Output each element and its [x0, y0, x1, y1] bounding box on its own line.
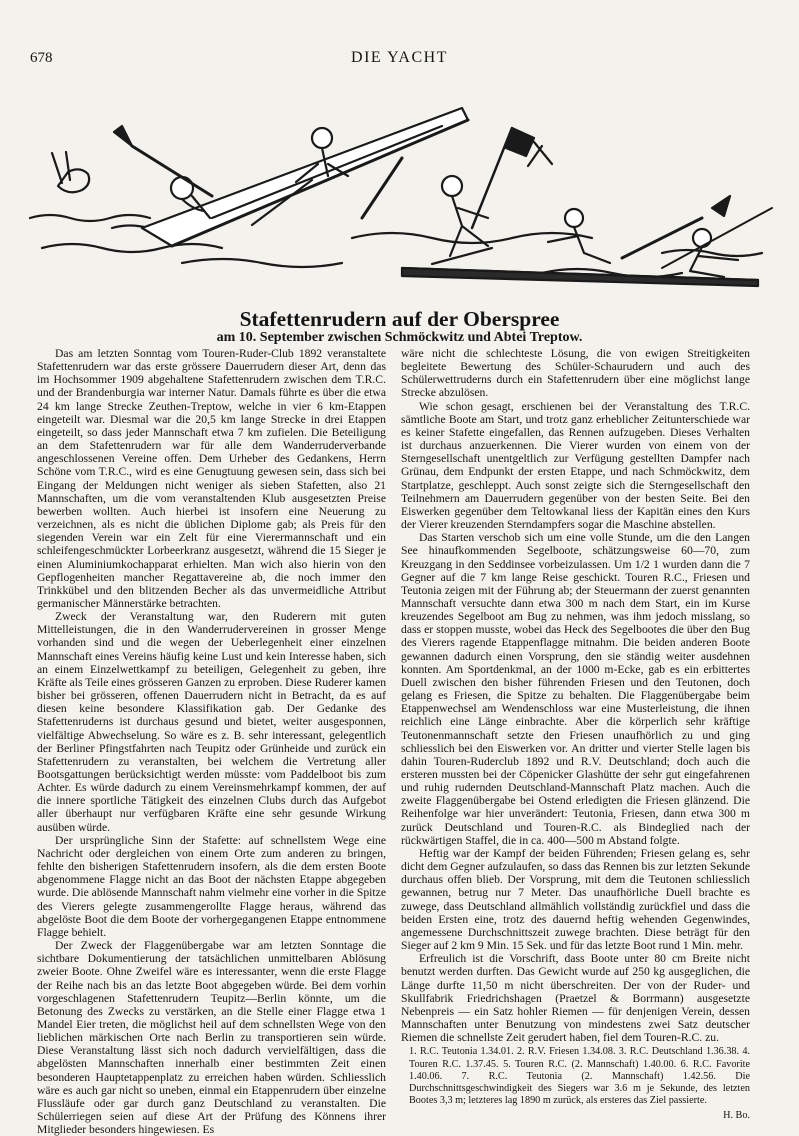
- running-header: DIE YACHT: [351, 49, 448, 66]
- paragraph: wäre nicht die schlechteste Lösung, die von ewigen Streitigkeiten begleitete Bewertung des Schüler-Schaurudern und auch des Schülerwettruderns durch ein Stafettenrudern über eine möglichst lange Strecke abzulösen.: [401, 347, 750, 400]
- paragraph: Das Starten verschob sich um eine volle Stunde, um die den Langen See hinaufkommenden Segelboote, schätzungsweise 60—70, zum Kreuzgang in den Seddinsee vorbeizulassen. Um 1/2 1 wurden dann die 7 Gegner auf die 7 km lange Reise geschickt. Touren R.C., Friesen und Teutonia zeigen mit der Führung ab; der Steuermann der zuerst genannten Mannschaft versuchte dann etwa 300 m nach dem Start, ein im Kurse kreuzendes Segelboot am Bug zu nehmen, was ihm jedoch misslang, so dass er stoppen musste, wobei das Heck des Segelbootes die über den Bug des Vierers ragende Etappenflagge mitnahm. Die beiden anderen Boote gewannen dadurch einen Vorsprung, den sie ständig weiter ausdehnen konnten. Am Sportdenkmal, an der 1000 m-Ecke, gab es ein erbittertes Duell zwischen den bisher führenden Friesen und den Teutonen, doch gelang es Friesen, die Spitze zu behalten. Die Flaggenübergabe beim Etappenwechsel am Wendenschloss war eine Musterleistung, die ihnen reichlich eine Länge einbrachte. Aber die körperlich sehr kräftige Teutonenmannschaft setzte den Friesen unaufhörlich zu und ging schliesslich bei den Eiswerken vor. An dritter und vierter Stelle lagen bis dahin Touren-Ruderclub 1892 und R.V. Deutschland; doch auch die ersteren mussten bei der Cöpenicker Glashütte der sehr gut eingefahrenen und ruhig rudernden Deutschland-Mannschaft Platz machen. Auch die zweite Flaggenübergabe bei Ostend erledigten die Friesen glänzend. Die Reihenfolge war hier unverändert: Teutonia, Friesen, dann etwa 300 m zurück Deutschland und Touren-R.C. als Bindeglied nach der rückwärtigen Staffel, die in ca. 400—500 m Abstand folgte.: [401, 531, 750, 847]
- paragraph: Heftig war der Kampf der beiden Führenden; Friesen gelang es, sehr dicht dem Gegner aufzulaufen, so dass das Rennen bis zur letzten Sekunde durchaus offen blieb. Der Vorsprung, mit dem die Teutonen schliesslich gewannen, betrug nur 7 Meter. Das unaufhörliche Duell brachte es zuwege, dass Deutschland allmählich vollständig zurückfiel und dass die beiden Ersten eine, trotz des dauernd heftig wehenden Gegenwindes, angemessene Durchschnittszeit zuwege brachten. Diese beträgt für den Sieger auf 2 km 9 Min. 15 Sek. und für das letzte Boot rund 1 Min. mehr.: [401, 846, 750, 953]
- paragraph: Der ursprüngliche Sinn der Stafette: auf schnellstem Wege eine Nachricht oder dergleichen von einem Orte zum anderen zu bringen, fehlte den bisherigen Stafettenrudern insofern, als die dem ersten Boote abgenommene Flagge nicht an das Boot der nächsten Etappe abgegeben wurde. Die ablösende Mannschaft nahm vielmehr eine vorher in die Spitze des Vierers gelegte zusammengerollte Flagge heraus, während das abgelöste Boot die dem Boote der vorhergegangenen Etappe entnommene Flagge behielt.: [37, 833, 386, 939]
- text-column-left: [37, 347, 386, 1136]
- paragraph: Wie schon gesagt, erschienen bei der Veranstaltung des T.R.C. sämtliche Boote am Start, und trotz ganz erheblicher Zeitunterschiede war es keiner Stafette eingefallen, das Rennen aufzugeben. Dieses Verhalten ist durchaus anzuerkennen. Die Vierer wurden von einem von der Sterngesellschaft unentgeltlich zur Verfügung gestellten Dampfer nach Grünau, dem Endpunkt der ersten Etappe, und nach Schmöckwitz, dem Startplatze, geschleppt. Auch sonst zeigte sich die Sterngesellschaft den Teilnehmern am Dauerrudern gegenüber von der besten Seite. Bei den Eiswerken gegenüber dem Teltowkanal liess der Kapitän eines den Kurs der Vierer kreuzenden Sterndampfers sogar die Maschine abstellen.: [401, 399, 750, 532]
- paragraph: Das am letzten Sonntag vom Touren-Ruder-Club 1892 veranstaltete Stafettenrudern war das erste grössere Dauerrudern dieser Art, denn das im Hochsommer 1909 abgehaltene Stafettenrudern zwischen dem T.R.C. und der Brandenburgia war interner Natur. Damals führte es über die etwa 24 km lange Strecke Zeuthen-Treptow, welche in vier 6 km-Etappen eingeteilt war. Diesmal war die 20,5 km lange Strecke in drei Etappen eingeteilt, so dass jeder Mannschaft etwa 7 km zufielen. Die Beteiligung an dem Stafettenrudern war für alle dem Wanderruderverbande angeschlossenen Vereine offen. Dem Urheber des Gedankens, Herrn Schöne vom T.R.C., wird es eine Genugtuung gewesen sein, dass sich bei Eingang der Meldungen nicht weniger als sieben Stafetten, also 21 Mannschaften, um die vom veranstaltenden Klub ausgesetzten Preise bewerben wollten. Auch hierbei ist insofern eine Neuerung zu verzeichnen, als es nicht die üblichen Diplome gab; als Preis für den siegenden Verein war ein Zelt für eine Vierermannschaft und ein schleifengeschmückter Lorbeerkranz ausgesetzt, während die 15 Sieger je einen Aluminiumkochapparat erhielten. Man wich also hierin von den Gepflogenheiten mancher Regattavereine ab, die noch immer den Trinkkübel und den blitzenden Becher als das unvermeidliche Attribut germanischer Männerstärke betrachten.: [37, 347, 386, 610]
- race-results: 1. R.C. Teutonia 1.34.01. 2. R.V. Friesen 1.34.08. 3. R.C. Deutschland 1.36.38. 4. Touren R.C. 1.37.45. 5. Touren R.C. (2. Mannschaft) 1.40.00. 6. R.C. Favorite 1.40.06. 7. R.C. Teutonia (2. Mannschaft) 1.42.56. Die Durchschnittsgeschwindigkeit des Siegers war 3.6 m je Sekunde, des letzten Bootes 3,3 m; letzteres lag 1890 m zurück, als ersteres das Ziel passierte.: [409, 1046, 750, 1107]
- paragraph: Der Zweck der Flaggenübergabe war am letzten Sonntage die sichtbare Dokumentierung der tatsächlichen unmittelbaren Ablösung zweier Boote. Ohne Zweifel wäre es interessanter, wenn die erste Flagge der Reihe nach bis an das letzte Boot abgegeben würde. Bei dem vorhin vorgeschlagenen Stafettenrudern Teupitz—Berlin könnte, um die Betonung des Zwecks zu verstärken, an die Stelle einer Flagge etwa 1 Mandel Eier treten, die möglichst heil auf dem schnellsten Wege von den lieblichen märkischen Orte nach Berlin zu transportieren sein würde. Diese Veranstaltung lässt sich noch dadurch vervielfältigen, dass die abgelösten Mannschaften innerhalb einer bestimmten Zeit einen besonderen Hauptetappenplatz zu erreichen haben würden. Schliesslich wäre es auch gar nicht so uneben, einmal ein Etappenrudern über einzelne Flussläufe oder gar durch ganz Deutschland zu veranstalten. Die Schülerriegen seien auf diese Art der Prüfung des Könnens ihrer Mitglieder besonders hingewiesen. Es: [37, 939, 386, 1136]
- paragraph: Zweck der Veranstaltung war, den Ruderern mit guten Mittelleistungen, die in den Wanderrudervereinen in grosser Menge vorhanden sind und die wegen der Ueberlegenheit einer einzelnen Mannschaft eines Vereins häufig keine Lust und kein Interesse haben, sich an einem Einzelwettkampf zu beteiligen, Gelegenheit zu geben, ihre Kräfte als Teile eines grösseren Ganzen zu erproben. Diese Ruderer kamen bisher bei grösseren, offenen Dauerrudern nicht in Betracht, da es auf diesen keine besondere Klassifikation gab. Der Gedanke des Stafettenruderns ist durchaus gesund und bietet, weiter ausgesponnen, vielfältige Abwechselung. So wäre es z. B. sehr interessant, gelegentlich der Berliner Pfingstfahrten nach Teupitz oder Grünheide und zurück ein Stafettenrudern zu veranstalten, bei welchem die Vertretung aller Bootsgattungen berücksichtigt werden müsste: vom Paddelboot bis zum Achter. Es würde dadurch zu einem Vereinsmehrkampf kommen, der auf die innere sportliche Tätigkeit des einzelnen Clubs durch das Aufgebot aller überhaupt nur verfügbaren Kräfte eine sehr gesunde Wirkung ausüben würde.: [37, 610, 387, 834]
- rowing-illustration: [22, 68, 778, 298]
- article-subtitle: am 10. September zwischen Schmöckwitz und Abtei Treptow.: [216, 330, 583, 345]
- page-number: 678: [30, 50, 53, 66]
- paragraph: Erfreulich ist die Vorschrift, dass Boote unter 80 cm Breite nicht benutzt werden durften. Das Gewicht wurde auf 250 kg ausgeglichen, die Länge durfte 11,50 m nicht überschreiten. Der von der Ruder- und Skullfabrik Friedrichshagen (Praetzel & Borrmann) ausgesetzte Nebenpreis — ein Satz hohler Riemen — für denjenigen Verein, dessen Mannschaften unter Benutzung von mindestens zwei Satz deutscher Riemen die schnellste Zeit gerudert haben, fiel dem Touren-R.C. zu.: [401, 952, 750, 1045]
- author-signature: H. Bo.: [723, 1109, 750, 1121]
- article-title: Stafettenrudern auf der Oberspree: [239, 307, 560, 331]
- text-column-right: [401, 347, 750, 1122]
